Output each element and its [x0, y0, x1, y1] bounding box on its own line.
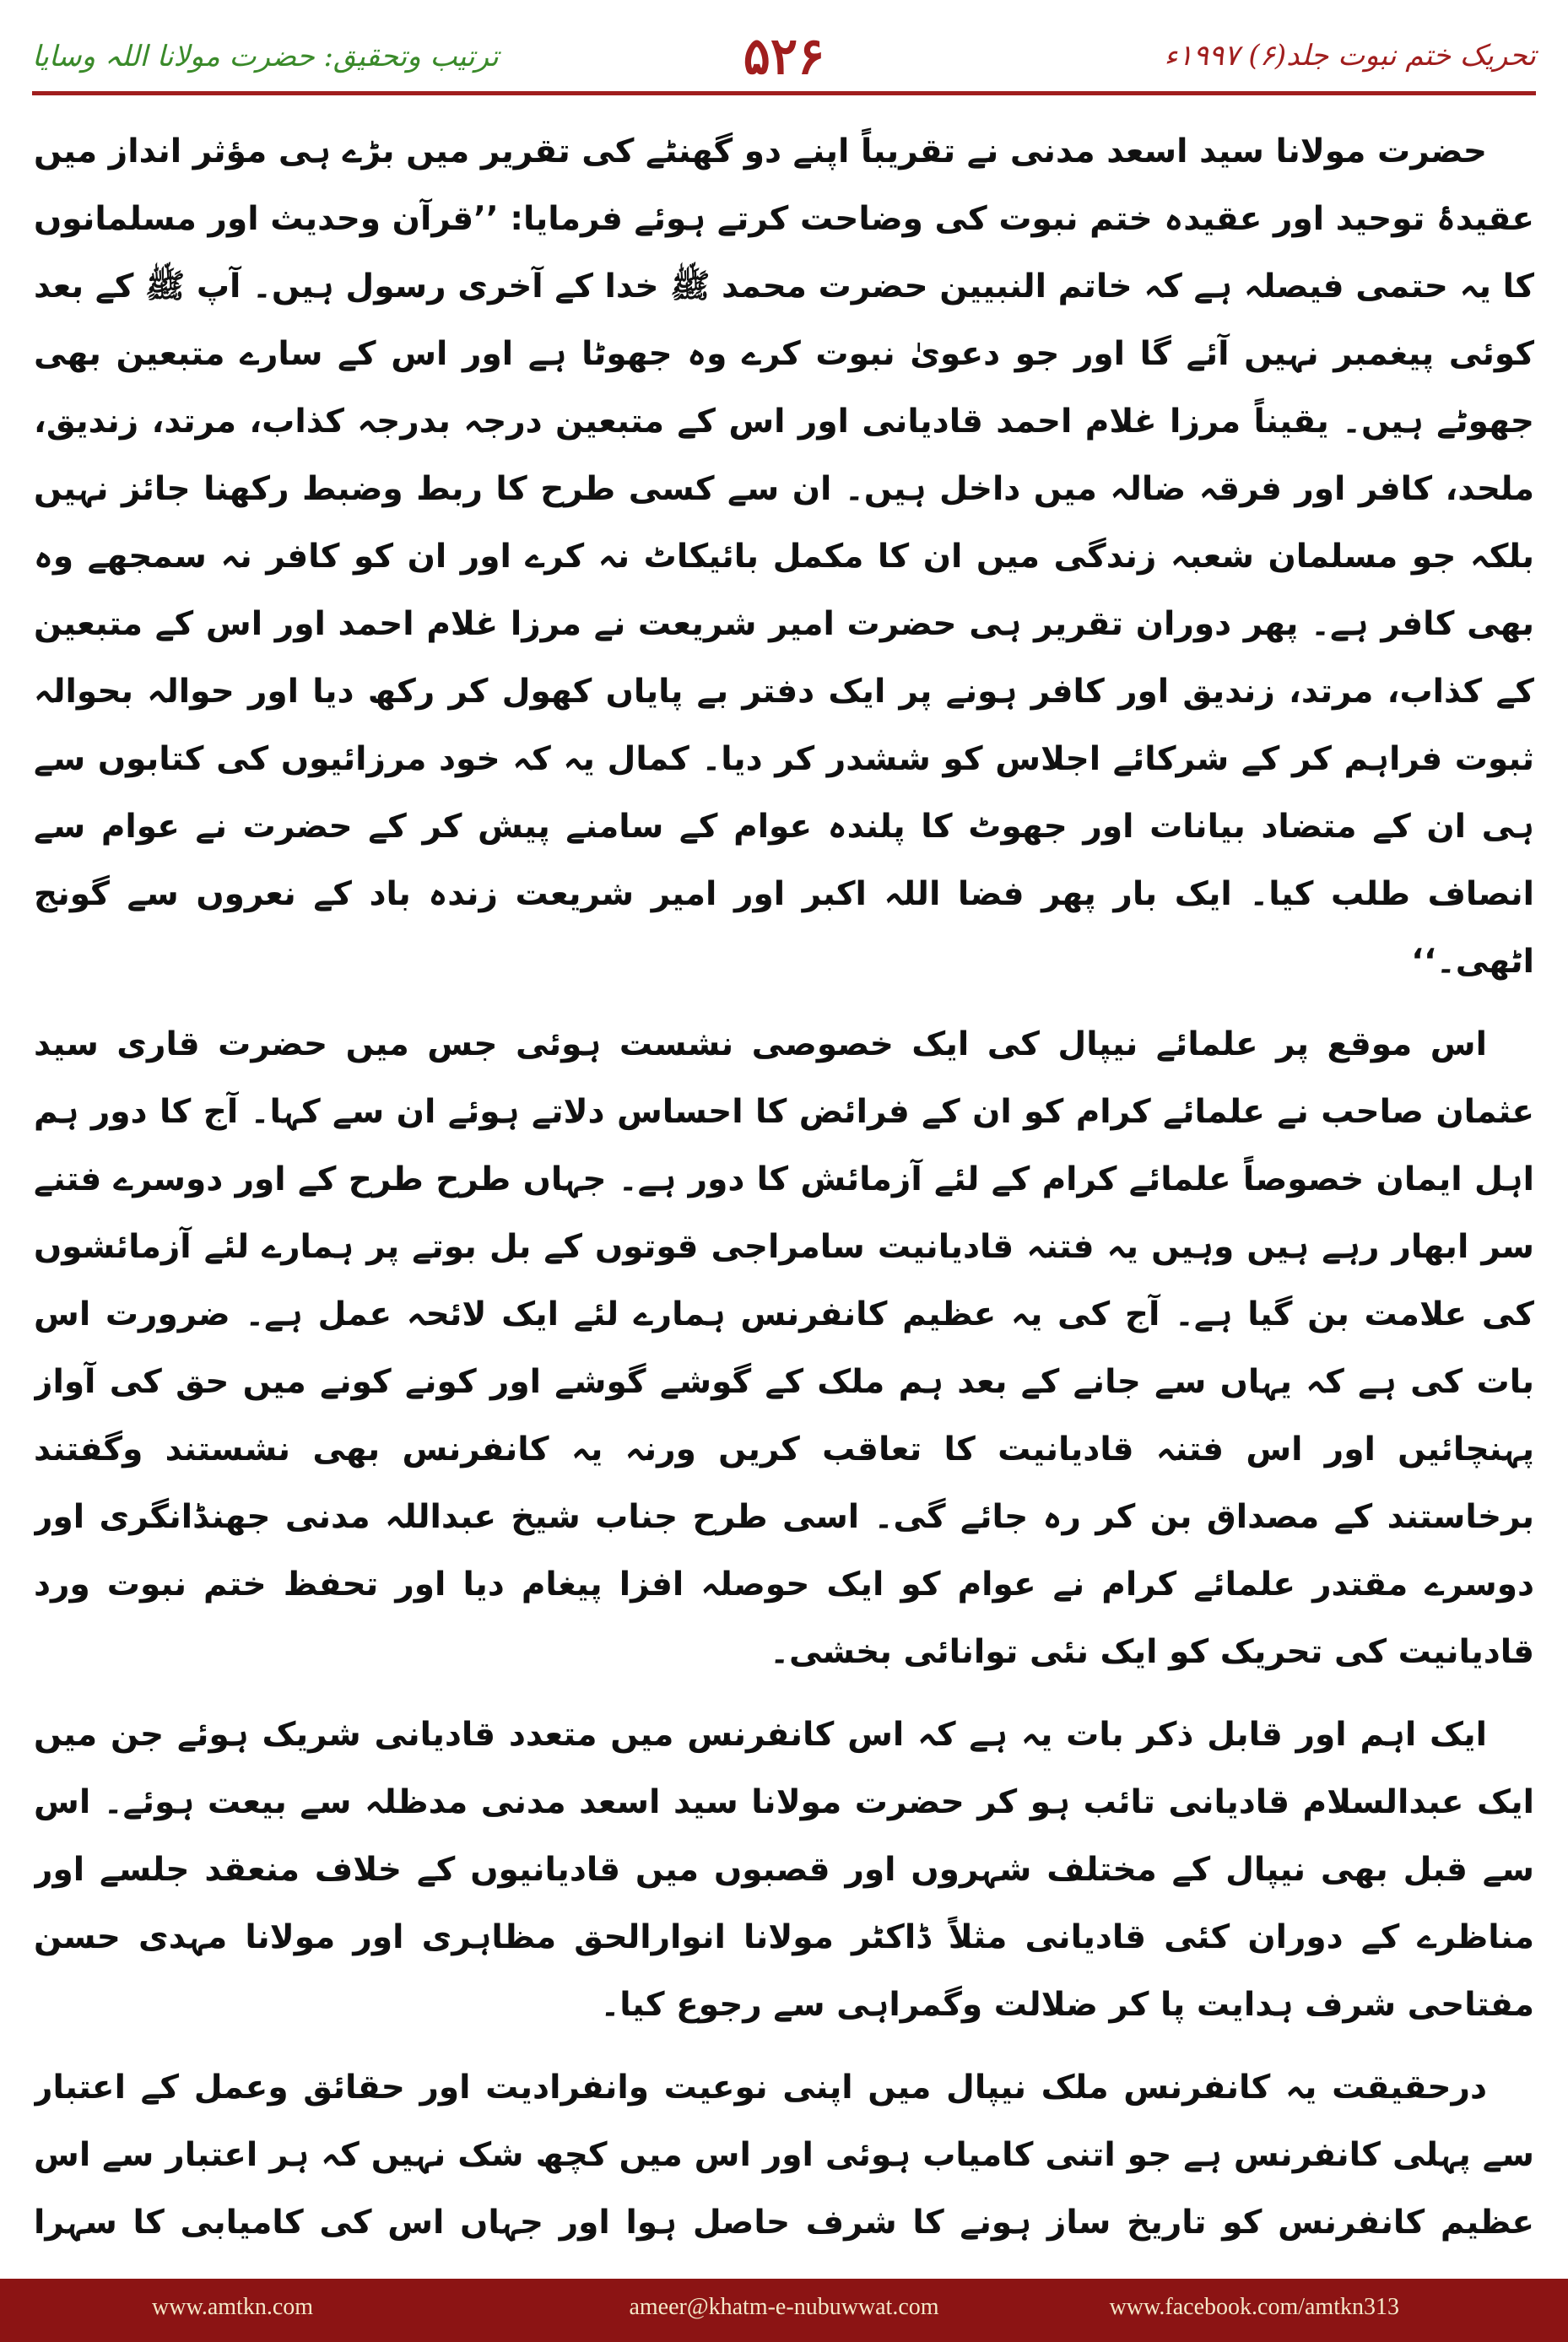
email-link[interactable]: ameer@khatm-e-nubuwwat.com [629, 2294, 939, 2320]
page-header [32, 27, 1536, 98]
website-link[interactable]: www.amtkn.com [152, 2294, 314, 2320]
paragraph-ulema-session: اس موقع پر علمائے نیپال کی ایک خصوصی نشست ہوئی جس میں حضرت قاری سید عثمان صاحب نے علمائے کرام کو ان کے فرائض کا احساس دلاتے ہوئے ان سے کہا۔ آج کا دور ہم اہل ایمان خصوصاً علمائے کرام کے لئے آزمائش کا دور ہے۔ جہاں طرح طرح کے اور دوسرے فتنے سر ابھار رہے ہیں وہیں یہ فتنہ قادیانیت سامراجی قوتوں کے بل بوتے پر ہمارے لئے آزمائشوں کی علامت بن گیا ہے۔ آج کی یہ عظیم کانفرنس ہمارے لئے ایک لائحہ عمل ہے۔ ضرورت اس بات کی ہے کہ یہاں سے جانے کے بعد ہم ملک کے گوشے گوشے اور کونے کونے میں حق کی آواز پہنچائیں اور اس فتنہ قادیانیت کا تعاقب کریں ورنہ یہ کانفرنس بھی نشستند وگفتند برخاستند کے مصداق بن کر رہ جائے گی۔ اسی طرح جناب شیخ عبداللہ مدنی جھنڈانگری اور دوسرے مقتدر علمائے کرام نے عوام کو ایک حوصلہ افزا پیغام دیا اور تحفظ ختم نبوت ورد قادیانیت کی تحریک کو ایک نئی توانائی بخشی۔ [34, 1025, 1534, 1671]
header-divider [32, 91, 1536, 95]
compiler-credit: ترتیب وتحقیق: حضرت مولانا اللہ وسایا [32, 40, 499, 73]
page-number: ۵۲۶ [743, 27, 825, 86]
facebook-link[interactable]: www.facebook.com/amtkn313 [1109, 2294, 1399, 2320]
body-text [34, 118, 1534, 2245]
paragraph-repentance: ایک اہم اور قابل ذکر بات یہ ہے کہ اس کانفرنس میں متعدد قادیانی شریک ہوئے جن میں ایک عبدالسلام قادیانی تائب ہو کر حضرت مولانا سید اسعد مدنی مدظلہ سے بیعت ہوئے۔ اس سے قبل بھی نیپال کے مختلف شہروں اور قصبوں میں قادیانیوں کے خلاف منعقد جلسے اور مناظرے کے دوران کئی قادیانی مثلاً ڈاکٹر مولانا انوارالحق مظاہری اور مولانا مہدی حسن مفتاحی شرف ہدایت پا کر ضلالت وگمراہی سے رجوع کیا۔ [34, 1716, 1534, 2024]
paragraph-speech: حضرت مولانا سید اسعد مدنی نے تقریباً اپنے دو گھنٹے کی تقریر میں بڑے ہی مؤثر انداز میں عقیدۂ توحید اور عقیدہ ختم نبوت کی وضاحت کرتے ہوئے فرمایا: ’’قرآن وحدیث اور مسلمانوں کا یہ حتمی فیصلہ ہے کہ خاتم النبیین حضرت محمد ﷺ خدا کے آخری رسول ہیں۔ آپ ﷺ کے بعد کوئی پیغمبر نہیں آئے گا اور جو دعویٰ نبوت کرے وہ جھوٹا ہے اور اس کے سارے متبعین بھی جھوٹے ہیں۔ یقیناً مرزا غلام احمد قادیانی اور اس کے متبعین درجہ بدرجہ کذاب، مرتد، زندیق، ملحد، کافر اور فرقہ ضالہ میں داخل ہیں۔ ان سے کسی طرح کا ربط وضبط رکھنا جائز نہیں بلکہ جو مسلمان شعبہ زندگی میں ان کا مکمل بائیکاٹ نہ کرے اور ان کو کافر نہ سمجھے وہ بھی کافر ہے۔ پھر دوران تقریر ہی حضرت امیر شریعت نے مرزا غلام احمد اور اس کے متبعین کے کذاب، مرتد، زندیق اور کافر ہونے پر ایک دفتر بے پایاں کھول کر رکھ دیا اور حوالہ بحوالہ ثبوت فراہم کر کے شرکائے اجلاس کو ششدر کر دیا۔ کمال یہ کہ خود مرزائیوں کی کتابوں سے ہی ان کے متضاد بیانات اور جھوٹ کا پلندہ عوام کے سامنے پیش کر کے حضرت نے عوام سے انصاف طلب کیا۔ ایک بار پھر فضا اللہ اکبر اور امیر شریعت زندہ باد کے نعروں سے گونج اٹھی۔‘‘ [34, 133, 1534, 981]
book-title: تحریک ختم نبوت جلد(۶) ۱۹۹۷ء [1164, 39, 1536, 73]
page-footer [0, 2279, 1568, 2342]
paragraph-conclusion: درحقیقت یہ کانفرنس ملک نیپال میں اپنی نوعیت وانفرادیت اور حقائق وعمل کے اعتبار سے پہلی کانفرنس ہے جو اتنی کامیاب ہوئی اور اس میں کچھ شک نہیں کہ ہر اعتبار سے اس عظیم کانفرنس کو تاریخ ساز ہونے کا شرف حاصل ہوا اور جہاں اس کی کامیابی کا سہرا [34, 2069, 1534, 2242]
